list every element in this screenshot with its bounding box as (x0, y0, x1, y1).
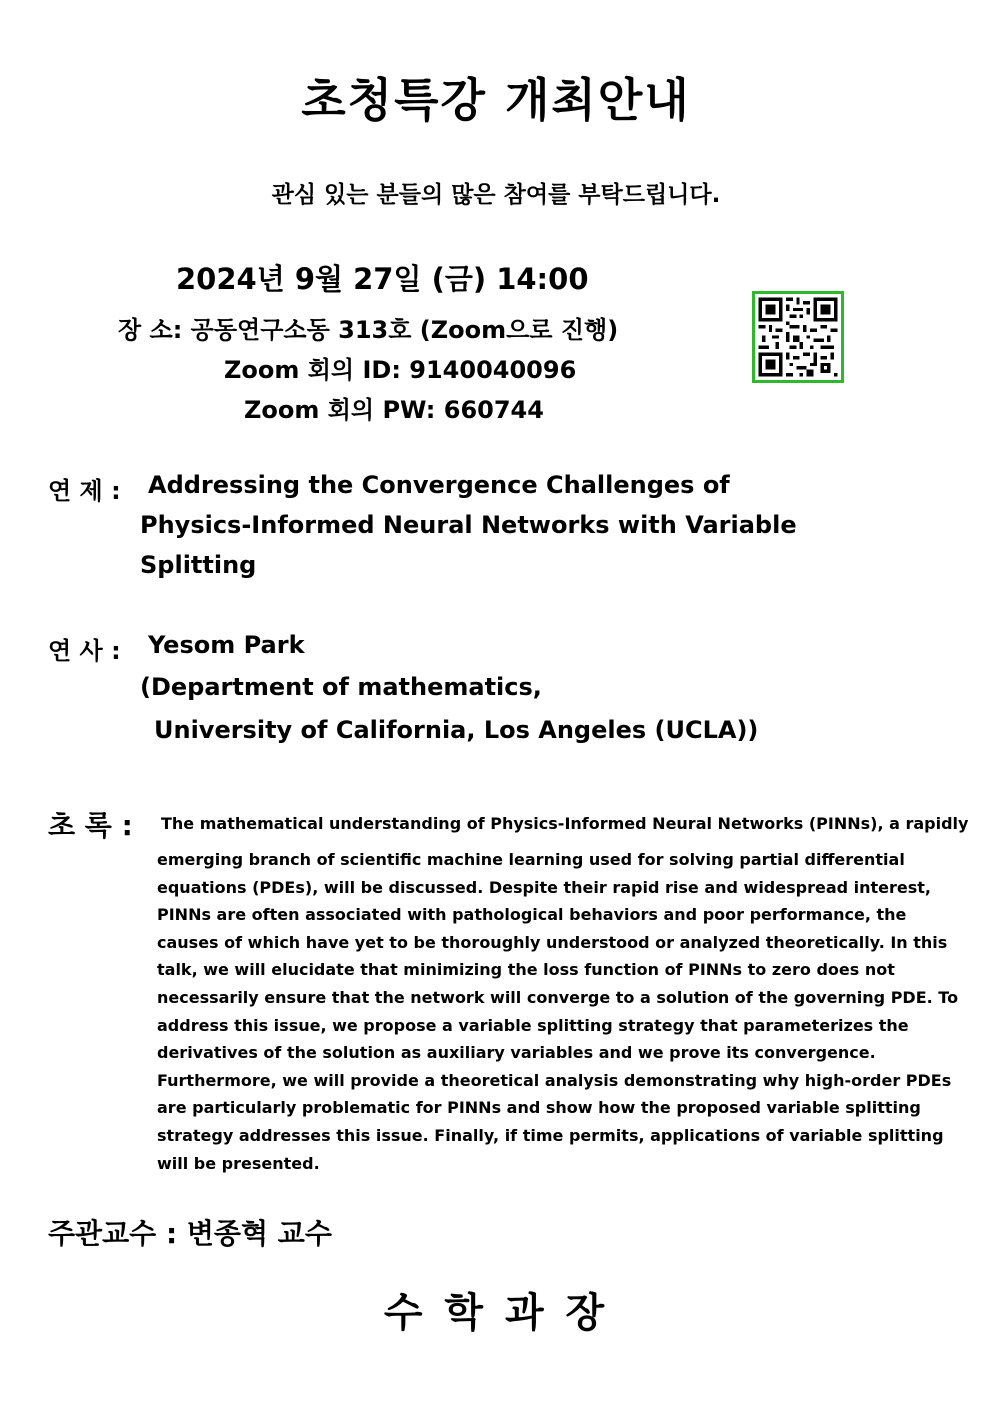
speaker-name: Yesom Park (148, 631, 305, 659)
qr-code-icon[interactable] (752, 291, 844, 383)
abstract-line: talk, we will elucidate that minimizing the loss function of PINNs to zero does not (157, 960, 895, 980)
topic-line: Addressing the Convergence Challenges of (148, 471, 730, 499)
abstract-line: Furthermore, we will provide a theoretical analysis demonstrating why high-order PDEs (157, 1070, 952, 1090)
event-datetime: 2024년 9월 27일 (금) 14:00 (176, 262, 589, 296)
topic-label: 연 제 : (48, 477, 121, 505)
abstract-line: The mathematical understanding of Physics-Informed Neural Networks (PINNs), a rapidly (161, 814, 969, 833)
host-professor: 주관교수 : 변종혁 교수 (48, 1217, 332, 1250)
department-head-signature: 수 학 과 장 (383, 1290, 609, 1336)
abstract-line: causes of which have yet to be thoroughly understood or analyzed theoretically. In this (157, 932, 948, 952)
abstract-line: derivatives of the solution as auxiliary variables and we prove its convergence. (157, 1043, 876, 1063)
speaker-label: 연 사 : (48, 637, 121, 665)
abstract-line: address this issue, we propose a variable splitting strategy that parameterizes the (157, 1015, 909, 1035)
abstract-line: equations (PDEs), will be discussed. Despite their rapid rise and widespread interest, (157, 877, 932, 897)
topic-line: Splitting (140, 551, 257, 579)
page-title: 초청특강 개최안내 (301, 73, 691, 127)
zoom-meeting-password: Zoom 회의 PW: 660744 (244, 396, 544, 424)
abstract-line: will be presented. (157, 1153, 320, 1173)
zoom-meeting-id: Zoom 회의 ID: 9140040096 (224, 356, 577, 384)
abstract-label: 초 록 : (48, 809, 133, 842)
speaker-affiliation: University of California, Los Angeles (UCLA)) (154, 716, 759, 744)
abstract-body (157, 846, 959, 1177)
abstract-line: necessarily ensure that the network will converge to a solution of the governing PDE. To (157, 987, 959, 1007)
abstract-line: PINNs are often associated with pathological behaviors and poor performance, the (157, 905, 907, 925)
event-venue: 장 소: 공동연구소동 313호 (Zoom으로 진행) (118, 316, 619, 344)
abstract-line: are particularly problematic for PINNs and show how the proposed variable splitting (157, 1098, 921, 1118)
topic-line: Physics-Informed Neural Networks with Variable (140, 511, 797, 539)
qr-code-graphic (755, 294, 841, 380)
abstract-line: strategy addresses this issue. Finally, if time permits, applications of variable splitting (157, 1125, 944, 1145)
abstract-line: emerging branch of scientific machine learning used for solving partial differential (157, 850, 905, 869)
speaker-affiliation: (Department of mathematics, (140, 673, 542, 701)
subtitle: 관심 있는 분들의 많은 참여를 부탁드립니다. (271, 182, 721, 208)
